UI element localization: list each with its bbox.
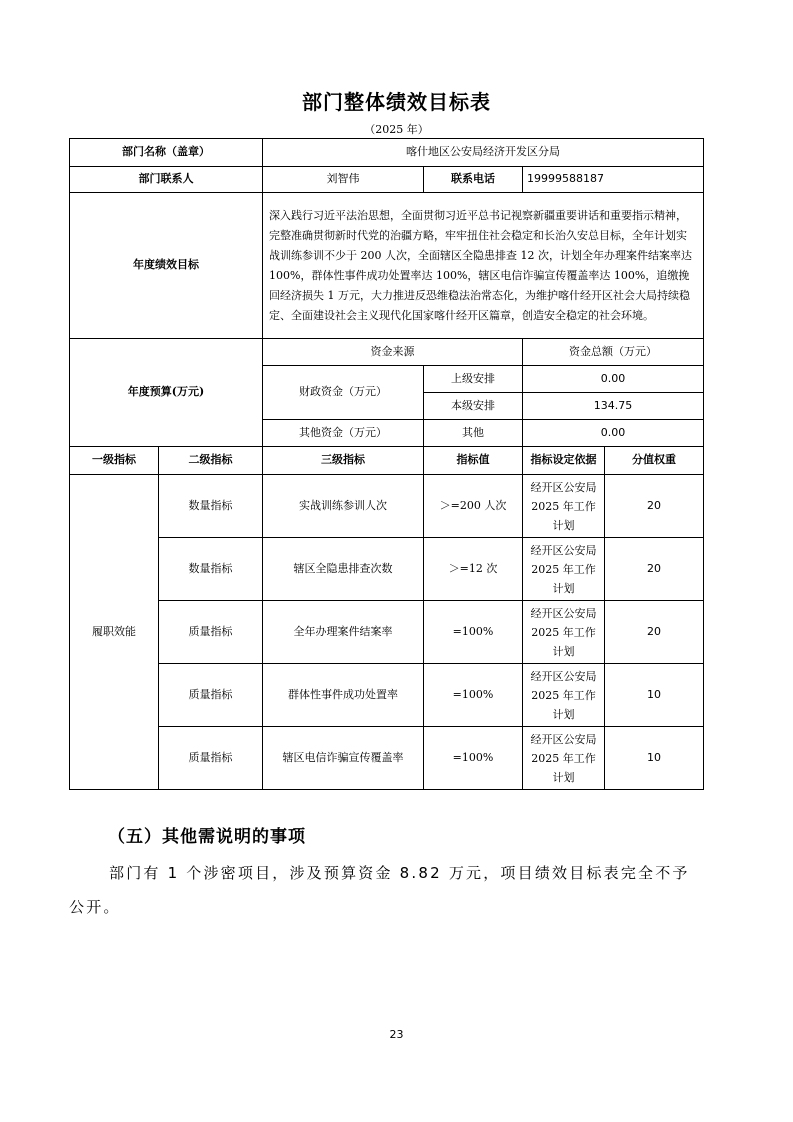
section-paragraph: 部门有 1 个涉密项目，涉及预算资金 8.82 万元，项目绩效目标表完全不予公开。 (69, 864, 690, 916)
level2-cell: 数量指标 (159, 475, 263, 538)
table-row (70, 727, 704, 790)
phone-value: 19999588187 (523, 167, 704, 193)
dept-name-row (70, 139, 704, 167)
table-row (70, 664, 704, 727)
table-row (70, 601, 704, 664)
contact-row (70, 167, 704, 193)
local-value: 134.75 (523, 393, 704, 420)
level1-value: 履职效能 (70, 475, 159, 790)
upper-value: 0.00 (523, 366, 704, 393)
goal-label: 年度绩效目标 (70, 193, 263, 339)
header-basis: 指标设定依据 (523, 447, 605, 475)
basis-cell: 经开区公安局2025 年工作计划 (523, 664, 605, 727)
weight-cell: 20 (605, 475, 704, 538)
header-level3: 三级指标 (263, 447, 424, 475)
value-cell: =100% (424, 601, 523, 664)
level3-cell: 辖区全隐患排查次数 (263, 538, 424, 601)
source-header: 资金来源 (263, 339, 523, 366)
weight-cell: 20 (605, 538, 704, 601)
dept-name-value: 喀什地区公安局经济开发区分局 (263, 139, 704, 167)
upper-label: 上级安排 (424, 366, 523, 393)
table-row (70, 475, 704, 538)
goal-row (70, 193, 704, 339)
basis-cell: 经开区公安局2025 年工作计划 (523, 538, 605, 601)
level3-cell: 群体性事件成功处置率 (263, 664, 424, 727)
basis-cell: 经开区公安局2025 年工作计划 (523, 601, 605, 664)
weight-cell: 10 (605, 727, 704, 790)
level3-cell: 辖区电信诈骗宣传覆盖率 (263, 727, 424, 790)
goal-text: 深入践行习近平法治思想，全面贯彻习近平总书记视察新疆重要讲话和重要指示精神，完整准确贯彻新时代党的治疆方略，牢牢扭住社会稳定和长治久安总目标，全年计划实战训练参训不少于 200 人次，全面辖区全隐患排查 12 次，计划全年办理案件结案率达 100%，群体性事件成功处置率达 100%，辖区电信诈骗宣传覆盖率达 100%，追缴挽回经济损失 1 万元，大力推进反恐维稳法治常态化，为维护喀什经开区社会大局持续稳定、全面建设社会主义现代化国家喀什经开区篇章，创造安全稳定的社会环境。 (263, 193, 704, 339)
fiscal-label: 财政资金（万元） (263, 366, 424, 420)
basis-cell: 经开区公安局2025 年工作计划 (523, 475, 605, 538)
page-number: 23 (389, 1028, 404, 1041)
section-title: （五）其他需说明的事项 (108, 827, 306, 847)
other-label: 其他资金（万元） (263, 420, 424, 447)
level2-cell: 质量指标 (159, 727, 263, 790)
total-header: 资金总额（万元） (523, 339, 704, 366)
basis-cell: 经开区公安局2025 年工作计划 (523, 727, 605, 790)
header-level1: 一级指标 (70, 447, 159, 475)
header-level2: 二级指标 (159, 447, 263, 475)
page-title: 部门整体绩效目标表 (302, 90, 491, 114)
header-weight: 分值权重 (605, 447, 704, 475)
contact-value: 刘智伟 (263, 167, 424, 193)
other-value: 0.00 (523, 420, 704, 447)
level2-cell: 质量指标 (159, 664, 263, 727)
other-sub-label: 其他 (424, 420, 523, 447)
budget-header-row (70, 339, 704, 366)
header-value: 指标值 (424, 447, 523, 475)
level3-cell: 全年办理案件结案率 (263, 601, 424, 664)
weight-cell: 10 (605, 664, 704, 727)
year-label: （2025 年） (364, 123, 429, 136)
dept-name-label: 部门名称（盖章） (70, 139, 263, 167)
value-cell: =100% (424, 727, 523, 790)
value-cell: ＞=200 人次 (424, 475, 523, 538)
level2-cell: 数量指标 (159, 538, 263, 601)
table-row (70, 538, 704, 601)
value-cell: ＞=12 次 (424, 538, 523, 601)
weight-cell: 20 (605, 601, 704, 664)
indicator-header-row (70, 447, 704, 475)
contact-label: 部门联系人 (70, 167, 263, 193)
phone-label: 联系电话 (424, 167, 523, 193)
value-cell: =100% (424, 664, 523, 727)
level2-cell: 质量指标 (159, 601, 263, 664)
level3-cell: 实战训练参训人次 (263, 475, 424, 538)
local-label: 本级安排 (424, 393, 523, 420)
performance-table (69, 138, 704, 790)
budget-label: 年度预算(万元) (70, 339, 263, 447)
